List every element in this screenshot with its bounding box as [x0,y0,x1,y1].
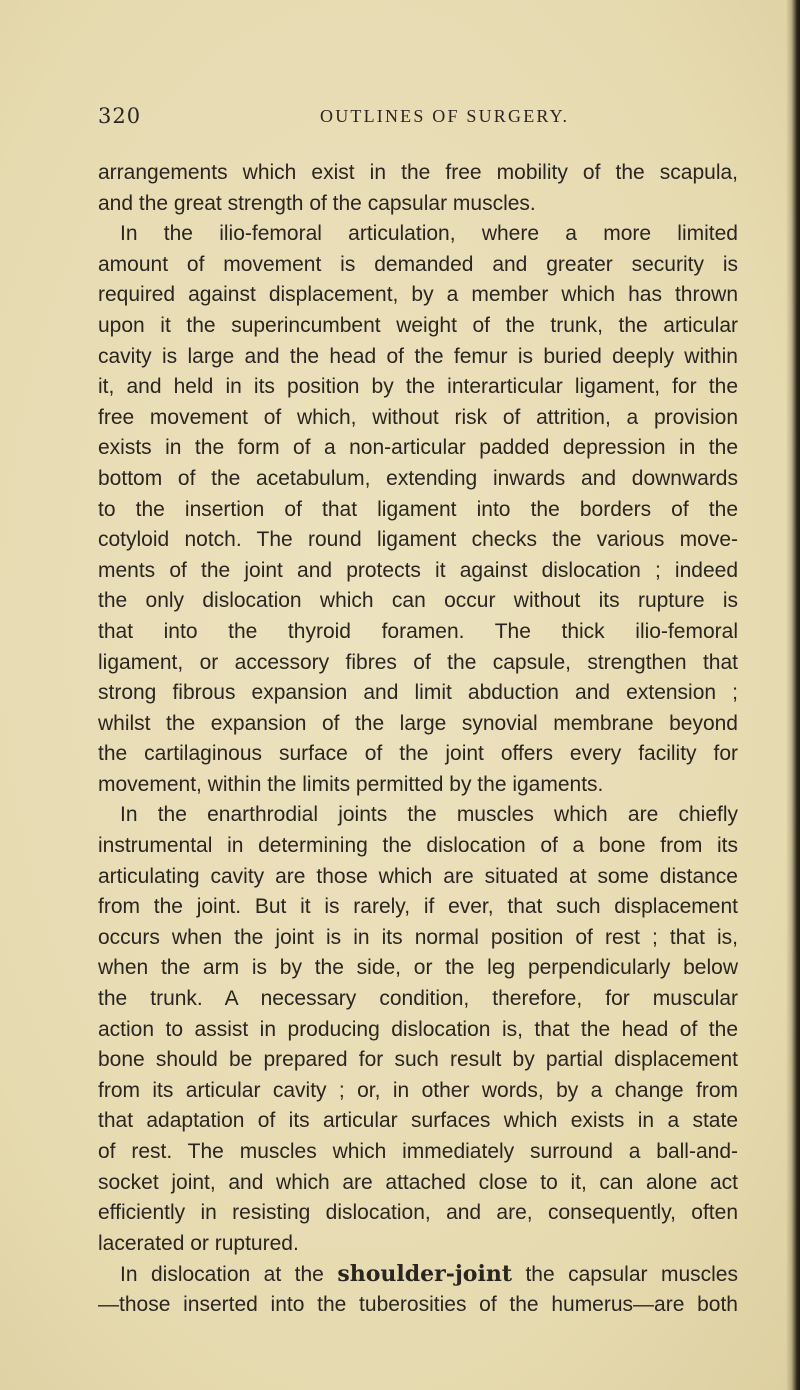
text-line: that into the thyroid foramen. The thick ilio-femoral [98,619,738,643]
text-line: and the great strength of the capsular muscles. [98,191,536,215]
text-line: —those inserted into the tuberosities of the humerus—are both [98,1292,738,1316]
text-line: amount of movement is demanded and greater security is [98,252,738,276]
text-line: whilst the expansion of the large synovial membrane beyond [98,711,738,735]
text-line: In the enarthrodial joints the muscles which are chiefly [120,803,738,827]
text-line: from its articular cavity ; or, in other words, by a change from [98,1078,738,1102]
text-line: arrangements which exist in the free mobility of the scapula, [98,161,738,184]
text-line: cavity is large and the head of the femur is buried deeply within [98,344,738,368]
running-head [98,104,738,134]
text-line: occurs when the joint is in its normal position of rest ; that is, [98,925,738,949]
text-line: efficiently in resisting dislocation, and are, consequently, often [98,1201,738,1225]
text-line: In the ilio-femoral articulation, where a more limited [120,222,738,246]
text-line: exists in the form of a non-articular padded depression in the [98,436,738,460]
text-line: strong fibrous expansion and limit abduction and extension ; [98,681,738,705]
text-line: articulating cavity are those which are situated at some distance [98,864,738,888]
text-line: cotyloid notch. The round ligament checks the various move- [98,528,738,552]
text-line: action to assist in producing dislocation is, that the head of the [98,1017,738,1041]
text-line: upon it the superincumbent weight of the trunk, the articular [98,313,738,337]
text-line: lacerated or ruptured. [98,1231,299,1255]
text-line: from the joint. But it is rarely, if ever, that such displacement [98,895,738,919]
text-line: when the arm is by the side, or the leg perpendicularly below [98,956,738,980]
text-line: the only dislocation which can occur without its rupture is [98,589,738,613]
emphasis-term: shoulder-joint [337,1261,512,1288]
text-line: instrumental in determining the dislocation of a bone from its [98,834,738,858]
text-line: movement, within the limits permitted by the igaments. [98,772,604,796]
text-line: the trunk. A necessary condition, therefore, for muscular [98,987,738,1011]
running-title: OUTLINES OF SURGERY. [320,106,570,126]
text-line: bone should be prepared for such result by partial displacement [98,1048,738,1072]
text-line: ments of the joint and protects it against dislocation ; indeed [98,558,738,582]
text-line: required against displacement, by a member which has thrown [98,283,738,307]
text-line [98,1259,738,1290]
text-line: the cartilaginous surface of the joint offers every facility for [98,742,738,766]
text-line: of rest. The muscles which immediately surround a ball-and- [98,1140,738,1163]
text-line: it, and held in its position by the interarticular ligament, for the [98,375,738,399]
page-edge-shadow [786,0,800,1390]
text-line: bottom of the acetabulum, extending inwards and downwards [98,466,738,490]
text-line: to the insertion of that ligament into the borders of the [98,497,738,521]
text-line: socket joint, and which are attached close to it, can alone act [98,1170,738,1194]
body-text [98,158,738,1321]
text-segment: the capsular muscles [525,1263,738,1287]
text-segment: In dislocation at the [120,1263,324,1287]
text-line: that adaptation of its articular surfaces which exists in a state [98,1109,738,1133]
page-number: 320 [98,104,142,128]
text-line: free movement of which, without risk of attrition, a provision [98,405,738,429]
text-line: ligament, or accessory fibres of the capsule, strengthen that [98,650,738,674]
